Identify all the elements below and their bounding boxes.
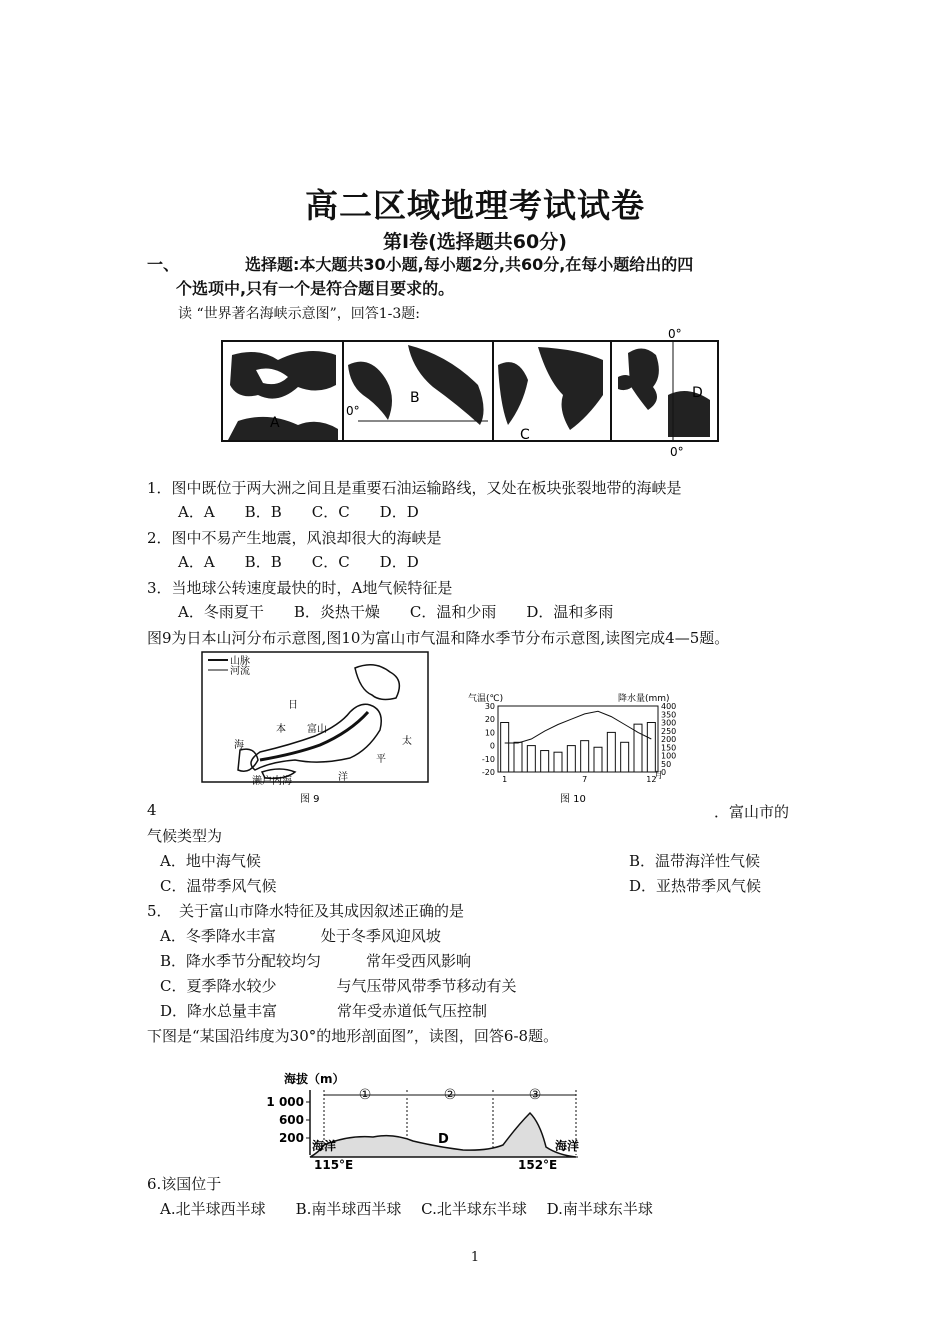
- chart-right-tick: 300: [661, 718, 677, 728]
- profile-lon-right: 152°E: [518, 1158, 558, 1172]
- chart-left-axis-label: 气温(℃): [468, 694, 504, 704]
- precip-bar: [554, 752, 562, 772]
- japan-map: [200, 650, 440, 810]
- precip-bar: [594, 747, 602, 772]
- chart-left-tick: 20: [484, 715, 495, 725]
- strait-label-c: C: [520, 427, 530, 443]
- q5-opt-a: A．冬季降水丰富 处于冬季风迎风坡: [160, 927, 441, 945]
- q4-line2: 气候类型为: [147, 827, 223, 845]
- chart-left-tick: 0: [489, 741, 495, 751]
- japan-label-hai: 海: [234, 740, 244, 751]
- q4-number: 4: [147, 801, 157, 819]
- chart-right-tick: 0: [661, 768, 667, 777]
- chart-right-tick: 150: [661, 743, 677, 753]
- q3-text: 3．当地球公转速度最快的时，A地气候特征是: [147, 579, 453, 597]
- chart-right-tick: 200: [661, 735, 677, 744]
- profile-tick-1000: 1 000: [266, 1095, 304, 1109]
- q5-text: 5． 关于富山市降水特征及其成因叙述正确的是: [147, 902, 465, 920]
- strait-deg-top: 0°: [668, 327, 682, 341]
- q5-opt-d: D．降水总量丰富 常年受赤道低气压控制: [160, 1002, 488, 1020]
- terrain-profile: [266, 1065, 598, 1175]
- chart-left-tick: 10: [484, 728, 495, 738]
- profile-tick-200: 200: [278, 1131, 304, 1145]
- intro-4-5: 图9为日本山河分布示意图,图10为富山市气温和降水季节分布示意图,读图完成4—5题。: [147, 629, 730, 647]
- chart-left-tick: -10: [481, 754, 495, 764]
- q6-options: A.北半球西半球 B.南半球西半球 C.北半球东半球 D.南半球东半球: [160, 1200, 653, 1218]
- q4-opt-b: B．温带海洋性气候: [629, 852, 761, 870]
- profile-section-3: ③: [528, 1087, 542, 1103]
- precip-bar: [621, 742, 629, 772]
- japan-label-tai: 太: [402, 736, 412, 747]
- fig10-caption: 图 10: [560, 794, 586, 805]
- legend-river: 河流: [230, 666, 250, 677]
- q4-opt-a: A．地中海气候: [160, 852, 261, 870]
- chart-month-label: 月: [654, 771, 664, 781]
- profile-lon-left: 115°E: [314, 1158, 354, 1172]
- precip-bar: [541, 751, 549, 772]
- precip-bar: [581, 741, 589, 772]
- profile-section-1: ①: [358, 1087, 372, 1103]
- legend-mountain: 山脉: [230, 656, 250, 667]
- q6-text: 6.该国位于: [147, 1175, 222, 1193]
- chart-left-tick: 30: [484, 702, 495, 711]
- section-number: 一、: [147, 255, 180, 274]
- q2-text: 2．图中不易产生地震，风浪却很大的海峡是: [147, 529, 442, 547]
- profile-tick-600: 600: [278, 1113, 304, 1127]
- profile-ocean-right: 海洋: [555, 1139, 580, 1153]
- q2-options: A．A B．B C．C D．D: [178, 553, 419, 571]
- q3-options: A．冬雨夏干 B．炎热干燥 C．温和少雨 D．温和多雨: [178, 603, 614, 621]
- q5-opt-b: B．降水季节分配较均匀 常年受西风影响: [160, 952, 472, 970]
- precip-bar: [567, 746, 575, 772]
- q1-text: 1．图中既位于两大洲之间且是重要石油运输路线，又处在板块张裂地带的海峡是: [147, 479, 682, 497]
- precip-bar: [501, 723, 509, 773]
- temperature-line: [505, 711, 652, 743]
- japan-label-toyama: 富山: [307, 724, 327, 735]
- chart-right-axis-label: 降水量(mm): [618, 694, 670, 704]
- q4-tail: ．富山市的: [714, 803, 790, 821]
- precip-bar: [647, 723, 655, 773]
- japan-label-ri: 日: [288, 700, 298, 711]
- japan-label-ben: 本: [276, 724, 286, 735]
- exam-title: 高二区域地理考试试卷: [305, 186, 645, 225]
- fig9-caption: 图 9: [300, 794, 320, 805]
- profile-section-2: ②: [443, 1087, 457, 1103]
- chart-x-tick: 7: [582, 775, 588, 784]
- intro-1-3: 读 “世界著名海峡示意图”，回答1-3题:: [178, 306, 421, 322]
- profile-label-d: D: [438, 1132, 449, 1147]
- profile-y-label: 海拔（m）: [284, 1072, 345, 1086]
- q1-options: A．A B．B C．C D．D: [178, 503, 419, 521]
- page-number: 1: [470, 1250, 480, 1265]
- section-text-line2: 个选项中,只有一个是符合题目要求的。: [176, 279, 455, 298]
- chart-right-tick: 250: [661, 726, 677, 736]
- strait-label-b: B: [410, 390, 420, 406]
- japan-label-yang: 洋: [338, 772, 348, 783]
- strait-deg-left: 0°: [346, 404, 360, 418]
- climate-chart: [468, 690, 698, 810]
- chart-right-tick: 50: [661, 759, 672, 769]
- profile-ocean-left: 海洋: [312, 1139, 337, 1153]
- chart-x-tick: 12: [646, 775, 657, 784]
- precip-bar: [514, 742, 522, 772]
- japan-label-ping: 平: [376, 754, 386, 765]
- q4-opt-d: D．亚热带季风气候: [629, 877, 762, 895]
- chart-x-tick: 1: [502, 775, 508, 784]
- q4-opt-c: C．温带季风气候: [160, 877, 277, 895]
- precip-bar: [527, 746, 535, 772]
- strait-map: [218, 325, 723, 465]
- chart-right-tick: 100: [661, 751, 677, 761]
- strait-deg-bottom: 0°: [670, 445, 684, 459]
- q5-opt-c: C．夏季降水较少 与气压带风带季节移动有关: [160, 977, 517, 995]
- exam-subtitle: 第Ⅰ卷(选择题共60分): [383, 231, 567, 253]
- chart-right-tick: 350: [661, 710, 677, 720]
- precip-bar: [634, 724, 642, 772]
- chart-right-tick: 400: [661, 702, 677, 711]
- strait-label-a: A: [270, 415, 280, 431]
- chart-left-tick: -20: [481, 768, 495, 777]
- section-text-line1: 选择题:本大题共30小题,每小题2分,共60分,在每小题给出的四: [245, 255, 694, 274]
- strait-label-d: D: [692, 385, 703, 401]
- japan-label-seto: 濑户内海: [252, 776, 292, 787]
- intro-6-8: 下图是“某国沿纬度为30°的地形剖面图”，读图，回答6-8题。: [147, 1027, 559, 1045]
- precip-bar: [607, 732, 615, 772]
